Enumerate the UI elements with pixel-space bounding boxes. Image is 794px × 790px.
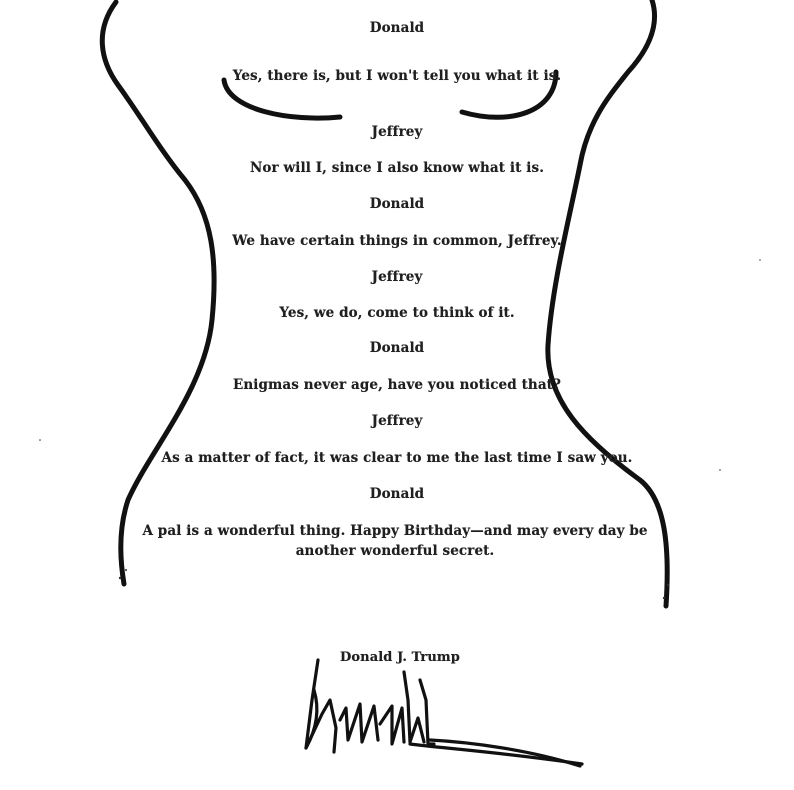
dialogue-text: Yes, we do, come to think of it.: [279, 305, 515, 321]
dialogue-text: We have certain things in common, Jeffrey.: [232, 233, 562, 249]
speaker-label: Donald: [369, 340, 425, 356]
dialogue-text: Yes, there is, but I won't tell you what it is.: [232, 68, 562, 84]
speaker-label: Donald: [369, 196, 425, 212]
dialogue-text: Enigmas never age, have you noticed that?: [232, 377, 562, 393]
dialogue-text: A pal is a wonderful thing. Happy Birthday—and may every day be another wonderful secret.: [142, 523, 648, 559]
speaker-label: Jeffrey: [371, 124, 423, 140]
speaker-label: Donald: [369, 486, 425, 502]
speaker-label: Jeffrey: [371, 269, 423, 285]
dialogue-text: Nor will I, since I also know what it is.: [249, 160, 545, 176]
dialogue-text: As a matter of fact, it was clear to me the last time I saw you.: [161, 450, 633, 466]
speaker-label: Jeffrey: [371, 413, 423, 429]
speaker-label: Donald: [369, 20, 425, 36]
printed-name: Donald J. Trump: [340, 650, 460, 665]
